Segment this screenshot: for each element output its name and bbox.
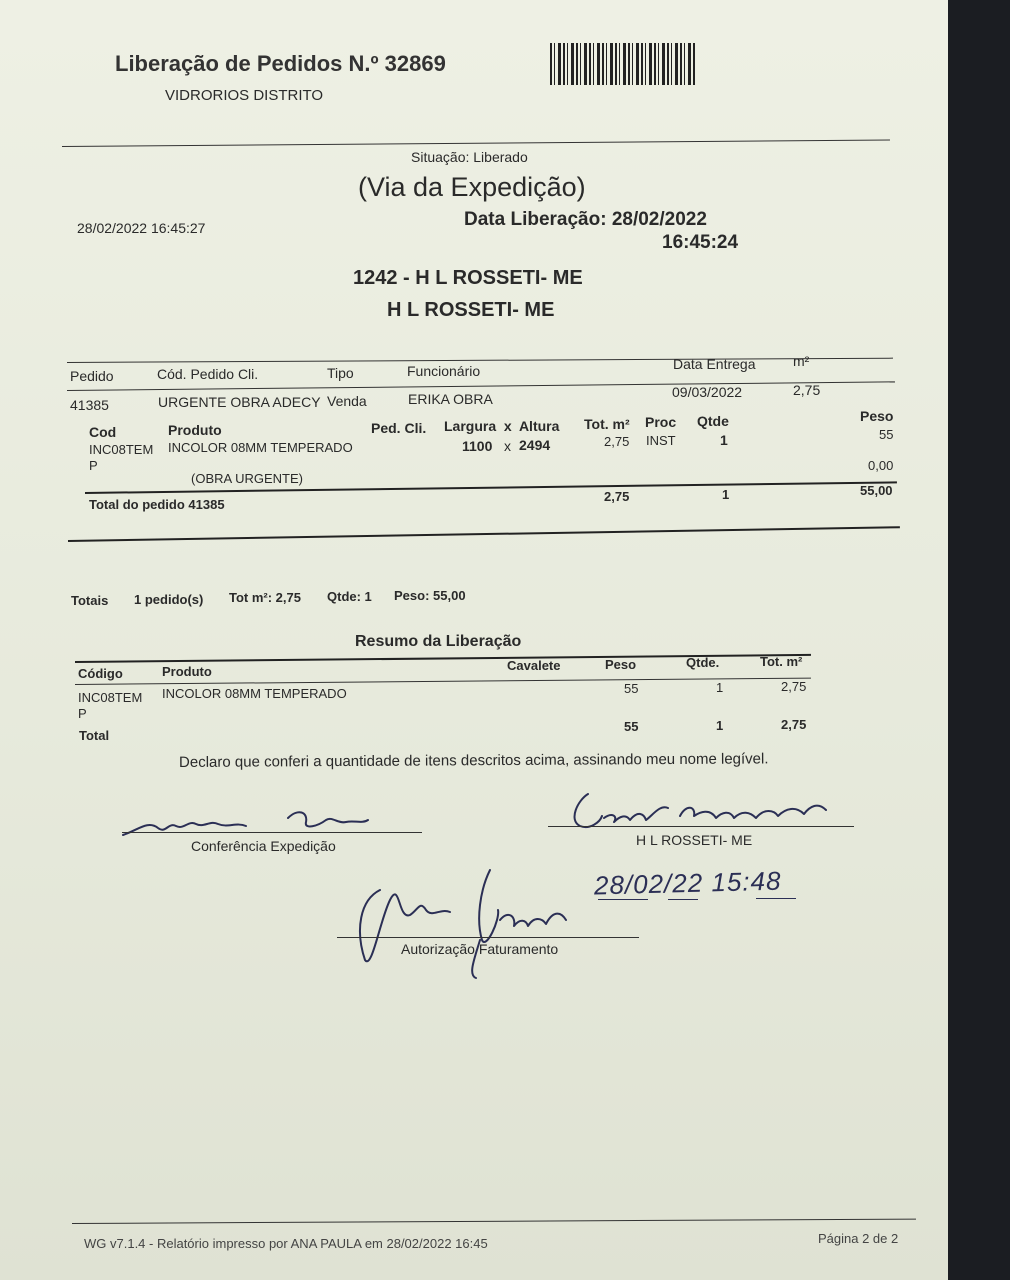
items-col-qtde: Qtde — [697, 413, 729, 429]
item-altura: 2494 — [519, 437, 551, 453]
totais-label: Totais — [71, 593, 109, 608]
order-total-label: Total do pedido 41385 — [89, 497, 225, 512]
order-total-qtde: 1 — [722, 487, 730, 502]
col-pedido: Pedido — [70, 368, 114, 384]
totais-peso: Peso: 55,00 — [394, 588, 466, 603]
resumo-row-cod-line1: INC08TEM — [78, 690, 143, 705]
items-col-largura-altura: Largura x Altura — [444, 418, 560, 434]
item-obs: (OBRA URGENTE) — [191, 471, 303, 486]
item-largura: 1100 — [462, 438, 493, 454]
resumo-col-produto: Produto — [162, 664, 212, 679]
data-liberacao-time: 16:45:24 — [662, 232, 739, 253]
resumo-row-tot-m2: 2,75 — [781, 679, 807, 694]
handwritten-underline — [756, 898, 796, 899]
divider — [62, 139, 890, 147]
totais-pedidos: 1 pedido(s) — [134, 592, 204, 607]
document-title: Liberação de Pedidos N.º 32869 — [115, 51, 446, 76]
order-total-m2: 2,75 — [604, 489, 630, 504]
conferencia-label: Conferência Expedição — [191, 838, 336, 854]
funcionario-value: ERIKA OBRA — [408, 391, 493, 407]
item-cod-line1: INC08TEM — [89, 442, 154, 457]
totais-tot-m2: Tot m²: 2,75 — [229, 590, 301, 605]
resumo-row-produto: INCOLOR 08MM TEMPERADO — [162, 686, 347, 701]
col-tipo: Tipo — [327, 365, 354, 381]
autorizacao-label: Autorização Faturamento — [401, 941, 559, 957]
col-funcionario: Funcionário — [407, 363, 481, 379]
items-col-peso: Peso — [860, 408, 894, 424]
resumo-row-peso: 55 — [624, 681, 639, 696]
resumo-row-qtde: 1 — [716, 680, 724, 695]
items-col-cod: Cod — [89, 424, 117, 440]
tipo-value: Venda — [327, 393, 367, 409]
totais-qtde: Qtde: 1 — [327, 589, 372, 604]
item-x: x — [504, 438, 511, 454]
situacao-text: Situação: Liberado — [411, 149, 528, 165]
divider — [67, 381, 895, 391]
items-col-produto: Produto — [168, 422, 222, 438]
barcode — [550, 43, 696, 85]
resumo-col-cavalete: Cavalete — [507, 658, 561, 673]
col-data-entrega: Data Entrega — [673, 356, 756, 372]
client-signature — [560, 786, 840, 836]
resumo-col-tot-m2: Tot. m² — [760, 654, 803, 669]
data-liberacao-label: Data Liberação: 28/02/2022 — [464, 209, 707, 230]
item-qtde: 1 — [720, 432, 728, 448]
order-total-peso: 55,00 — [860, 483, 893, 498]
item-extra-value: 0,00 — [868, 458, 894, 473]
client-signature-line — [548, 826, 854, 827]
resumo-title: Resumo da Liberação — [355, 633, 522, 650]
item-proc: INST — [646, 433, 676, 448]
item-produto: INCOLOR 08MM TEMPERADO — [168, 440, 353, 455]
data-entrega-value: 09/03/2022 — [672, 384, 743, 400]
client-name-code: 1242 - H L ROSSETI- ME — [353, 267, 583, 289]
items-col-ped-cli: Ped. Cli. — [371, 420, 427, 436]
printed-datetime: 28/02/2022 16:45:27 — [77, 220, 206, 236]
conferencia-signature-line — [122, 832, 422, 833]
resumo-total-peso: 55 — [624, 719, 639, 734]
item-tot-m2: 2,75 — [604, 434, 630, 449]
items-col-proc: Proc — [645, 414, 677, 430]
footer-divider — [72, 1219, 916, 1224]
resumo-total-tot-m2: 2,75 — [781, 717, 807, 732]
item-peso: 55 — [879, 427, 894, 442]
autorizacao-signature — [350, 860, 590, 980]
client-signature-label: H L ROSSETI- ME — [636, 832, 753, 848]
client-name: H L ROSSETI- ME — [387, 299, 555, 321]
resumo-total-label: Total — [79, 728, 110, 743]
resumo-row-cod-line2: P — [78, 706, 87, 721]
col-cod-pedido-cli: Cód. Pedido Cli. — [157, 366, 259, 382]
handwritten-underline — [598, 899, 648, 900]
resumo-total-qtde: 1 — [716, 718, 724, 733]
items-col-tot-m2: Tot. m² — [584, 416, 630, 432]
resumo-col-qtde: Qtde. — [686, 655, 720, 670]
handwritten-underline — [668, 899, 698, 900]
via-title: (Via da Expedição) — [358, 172, 586, 202]
cod-pedido-cli: URGENTE OBRA ADECY — [158, 394, 321, 410]
divider — [68, 526, 900, 542]
handwritten-date: 28/02/22 15:48 — [593, 865, 782, 901]
footer-page-number: Página 2 de 2 — [818, 1231, 899, 1246]
footer-report-info: WG v7.1.4 - Relatório impresso por ANA PAULA em 28/02/2022 16:45 — [84, 1236, 488, 1251]
resumo-col-peso: Peso — [605, 657, 637, 672]
autorizacao-signature-line — [337, 937, 639, 938]
item-cod-line2: P — [89, 458, 98, 473]
company-name: VIDRORIOS DISTRITO — [165, 87, 324, 104]
col-m2: m² — [793, 353, 810, 369]
pedido-number: 41385 — [70, 397, 109, 413]
m2-value: 2,75 — [793, 382, 821, 398]
declaration-text: Declaro que conferi a quantidade de itens descritos acima, assinando meu nome legível. — [178, 750, 769, 771]
resumo-col-codigo: Código — [78, 666, 123, 681]
